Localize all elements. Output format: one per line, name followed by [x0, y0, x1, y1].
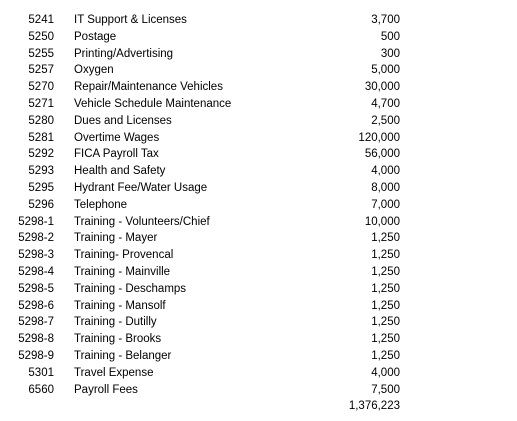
line-item-description: Health and Safety [74, 165, 166, 178]
line-item-amount: 4,000 [371, 165, 400, 178]
line-item-description: Training - Deschamps [74, 282, 187, 295]
line-item-description: Dues and Licenses [74, 114, 172, 127]
account-code: 5257 [28, 64, 54, 77]
ledger-row [0, 314, 517, 331]
line-item-amount: 120,000 [358, 131, 400, 144]
account-code: 5250 [28, 30, 54, 43]
ledger-row [0, 298, 517, 315]
line-item-amount: 1,250 [371, 282, 400, 295]
ledger-row [0, 96, 517, 113]
ledger-row [0, 180, 517, 197]
line-item-description: Training - Belanger [74, 349, 172, 362]
line-item-amount: 1,250 [371, 333, 400, 346]
account-code: 5293 [28, 165, 54, 178]
ledger-row [0, 331, 517, 348]
line-item-amount: 1,250 [371, 349, 400, 362]
line-item-description: Training - Brooks [74, 333, 162, 346]
ledger-row [0, 130, 517, 147]
line-item-description: Training - Dutilly [74, 316, 157, 329]
account-code: 5270 [28, 81, 54, 94]
line-item-amount: 300 [380, 47, 400, 60]
line-item-description: Training - Mansolf [74, 299, 166, 312]
line-item-amount: 10,000 [364, 215, 400, 228]
account-code: 5298-4 [18, 265, 54, 278]
ledger-row [0, 163, 517, 180]
account-code: 5280 [28, 114, 54, 127]
account-code: 5298-3 [18, 249, 54, 262]
ledger-row [0, 264, 517, 281]
line-item-description: FICA Payroll Tax [74, 148, 159, 161]
ledger-row [0, 46, 517, 63]
account-code: 5281 [28, 131, 54, 144]
line-item-amount: 2,500 [371, 114, 400, 127]
account-code: 5241 [28, 14, 54, 26]
line-item-amount: 56,000 [364, 148, 400, 161]
line-item-description: Travel Expense [74, 366, 154, 379]
line-item-description: Vehicle Schedule Maintenance [74, 97, 232, 110]
line-item-amount: 30,000 [364, 81, 400, 94]
line-item-description: Hydrant Fee/Water Usage [74, 181, 208, 194]
ledger-row [0, 79, 517, 96]
ledger-row [0, 12, 517, 29]
ledger-row [0, 281, 517, 298]
account-code: 5296 [28, 198, 54, 211]
budget-ledger [0, 12, 517, 415]
line-item-description: Printing/Advertising [74, 47, 174, 60]
ledger-row [0, 230, 517, 247]
account-code: 5298-7 [18, 316, 54, 329]
line-item-description: Repair/Maintenance Vehicles [74, 81, 223, 94]
account-code: 5298-6 [18, 299, 54, 312]
line-item-amount: 8,000 [371, 181, 400, 194]
account-code: 5255 [28, 47, 54, 60]
line-item-amount: 5,000 [371, 64, 400, 77]
ledger-row [0, 365, 517, 382]
line-item-amount: 1,250 [371, 265, 400, 278]
account-code: 5298-2 [18, 232, 54, 245]
total-amount: 1,376,223 [348, 400, 400, 413]
account-code: 6560 [28, 383, 54, 396]
line-item-description: Training - Mainville [74, 265, 171, 278]
ledger-row [0, 113, 517, 130]
ledger-row [0, 214, 517, 231]
account-code: 5295 [28, 181, 54, 194]
line-item-description: Oxygen [74, 64, 114, 77]
account-code: 5298-1 [18, 215, 54, 228]
ledger-row [0, 348, 517, 365]
ledger-row [0, 29, 517, 46]
ledger-row [0, 197, 517, 214]
account-code: 5298-5 [18, 282, 54, 295]
line-item-description: Training - Mayer [74, 232, 158, 245]
line-item-amount: 1,250 [371, 316, 400, 329]
line-item-description: Overtime Wages [74, 131, 160, 144]
line-item-description: Training- Provencal [74, 249, 174, 262]
line-item-description: IT Support & Licenses [74, 14, 187, 26]
line-item-description: Training - Volunteers/Chief [74, 215, 210, 228]
account-code: 5271 [28, 97, 54, 110]
account-code: 5298-9 [18, 349, 54, 362]
line-item-amount: 1,250 [371, 232, 400, 245]
line-item-amount: 7,000 [371, 198, 400, 211]
line-item-amount: 7,500 [371, 383, 400, 396]
ledger-row [0, 146, 517, 163]
line-item-amount: 500 [380, 30, 400, 43]
line-item-description: Postage [74, 30, 117, 43]
ledger-row [0, 247, 517, 264]
ledger-row [0, 382, 517, 399]
line-item-amount: 3,700 [371, 14, 400, 26]
line-item-description: Telephone [74, 198, 128, 211]
line-item-amount: 4,700 [371, 97, 400, 110]
total-row [0, 398, 517, 415]
account-code: 5301 [28, 366, 54, 379]
ledger-row [0, 62, 517, 79]
account-code: 5292 [28, 148, 54, 161]
line-item-amount: 1,250 [371, 299, 400, 312]
line-item-description: Payroll Fees [74, 383, 138, 396]
line-item-amount: 4,000 [371, 366, 400, 379]
line-item-amount: 1,250 [371, 249, 400, 262]
ledger-rows [0, 12, 517, 398]
account-code: 5298-8 [18, 333, 54, 346]
